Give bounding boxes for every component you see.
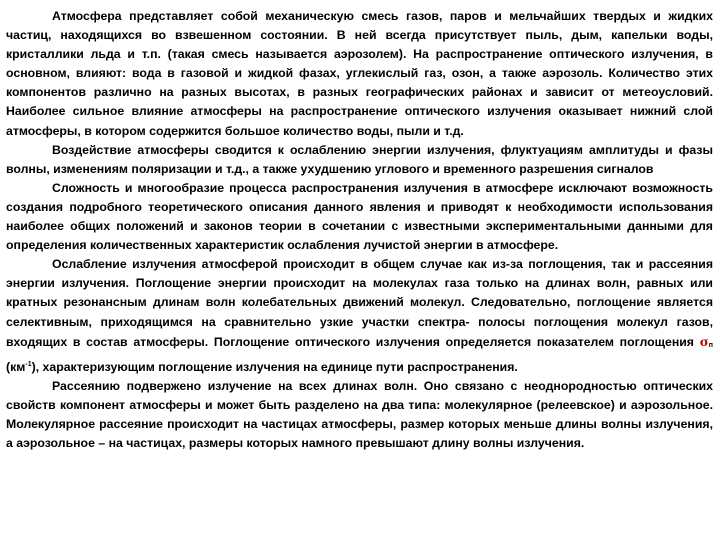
- paragraph-absorption: [6, 255, 713, 377]
- absorption-text-after: ), характеризующим поглощение излучения на единице пути распространения.: [31, 359, 518, 374]
- paragraph-atmosphere-composition: Атмосфера представляет собой механическую смесь газов, паров и мельчайших твердых и жидких частиц, находящихся во взвешенном состоянии. В ней всегда присутствует пыль, дым, капельки воды, кристаллики льда и т.п. (такая смесь называется аэрозолем). На распространение оптического излучения, в основном, влияют: вода в газовой и жидкой фазах, углекислый газ, озон, а также аэрозоль. Количество этих компонентов различно на разных высотах, в разных географических районах и зависит от метеоусловий. Наиболее сильное влияние атмосферы на распространение оптического излучения оказывает нижний слой атмосферы, в котором содержится большое количество воды, пыли и т.д.: [6, 9, 713, 138]
- paragraph-scattering: Рассеянию подвержено излучение на всех длинах волн. Оно связано с неоднородностью оптических свойств компонент атмосферы и может быть разделено на два типа: молекулярное (релеевское) и аэрозольное. Молекулярное рассеяние происходит на частицах атмосферы, размер которых меньше длины волны излучения, а аэрозольное – на частицах, размеры которых намного превышают длину волны излучения.: [6, 378, 713, 451]
- unit-open: (км: [6, 359, 26, 374]
- sigma-symbol: σ: [699, 333, 709, 349]
- sigma-subscript: п: [708, 341, 713, 349]
- paragraph-atmosphere-effects: Воздействие атмосферы сводится к ослаблению энергии излучения, флуктуациям амплитуды и фазы волны, изменениям поляризации и т.д., а также ухудшению углового и временного разрешения сигналов: [6, 142, 713, 176]
- absorption-text-before: Ослабление излучения атмосферой происходит в общем случае как из-за поглощения, так и рассеяния энергии излучения. Поглощение энергии происходит на молекулах газа только на длинах волн, равных или кратных резонансным длинам волн колебательных движений молекул. Следовательно, поглощение является селективным, приходящимся на сравнительно узкие участки спектра- полосы поглощения молекул газов, входящих в состав атмосферы. Поглощение оптического излучения определяется показателем поглощения: [6, 257, 713, 349]
- unit-exponent: -1: [25, 360, 32, 368]
- paragraph-complexity: Сложность и многообразие процесса распространения излучения в атмосфере исключают возможность создания подробного теоретического описания данного явления и приводят к необходимости использования наиболее общих положений и законов теории в сочетании с известными экспериментальными данными для определения количественных характеристик ослабления лучистой энергии в атмосфере.: [6, 180, 713, 253]
- document-body: [6, 7, 713, 453]
